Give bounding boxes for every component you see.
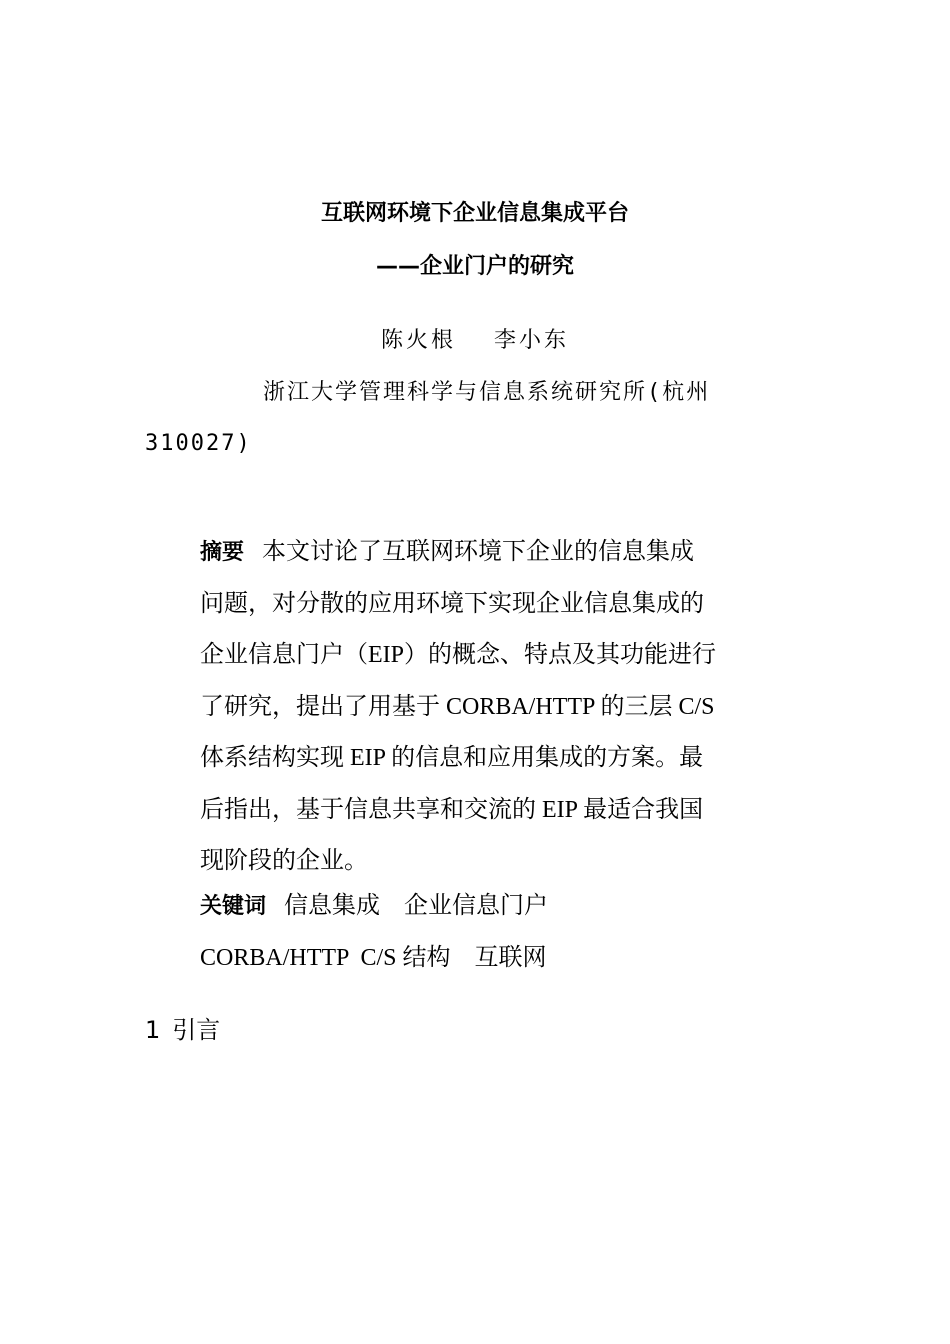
author-name: 李小东 xyxy=(494,328,570,353)
keywords-text: CORBA/HTTP C/S 结构 互联网 xyxy=(200,944,547,971)
section-number: 1 xyxy=(145,1016,161,1044)
abstract-first-line xyxy=(200,527,760,579)
abstract-label: 摘要 xyxy=(200,540,245,565)
abstract-text: 了研究，提出了用基于 CORBA/HTTP 的三层 C/S xyxy=(200,693,715,720)
affiliation-postcode: 310027) xyxy=(145,431,252,456)
keywords-text: 信息集成 企业信息门户 xyxy=(284,893,549,919)
author-list xyxy=(0,325,950,357)
section-title: 引言 xyxy=(172,1016,221,1044)
keywords xyxy=(200,881,760,984)
paper-title: 互联网环境下企业信息集成平台 xyxy=(320,201,629,226)
author-name: 陈火根 xyxy=(380,328,456,353)
abstract-text: 后指出，基于信息共享和交流的 EIP 最适合我国 xyxy=(200,796,704,823)
abstract-text: 问题，对分散的应用环境下实现企业信息集成的 xyxy=(200,590,704,617)
affiliation-line: 浙江大学管理科学与信息系统研究所(杭州 xyxy=(263,380,711,405)
abstract-text: 体系结构实现 EIP 的信息和应用集成的方案。最 xyxy=(200,745,704,771)
abstract xyxy=(200,527,760,888)
abstract-text: 本文讨论了互联网环境下企业的信息集成 xyxy=(262,539,695,565)
paper-subtitle: ——企业门户的研究 xyxy=(375,254,574,279)
section-heading xyxy=(145,1013,220,1047)
abstract-text: 企业信息门户（EIP）的概念、特点及其功能进行 xyxy=(200,642,716,668)
keywords-label: 关键词 xyxy=(200,894,267,919)
keywords-first-line xyxy=(200,881,760,933)
abstract-text: 现阶段的企业。 xyxy=(200,848,368,874)
